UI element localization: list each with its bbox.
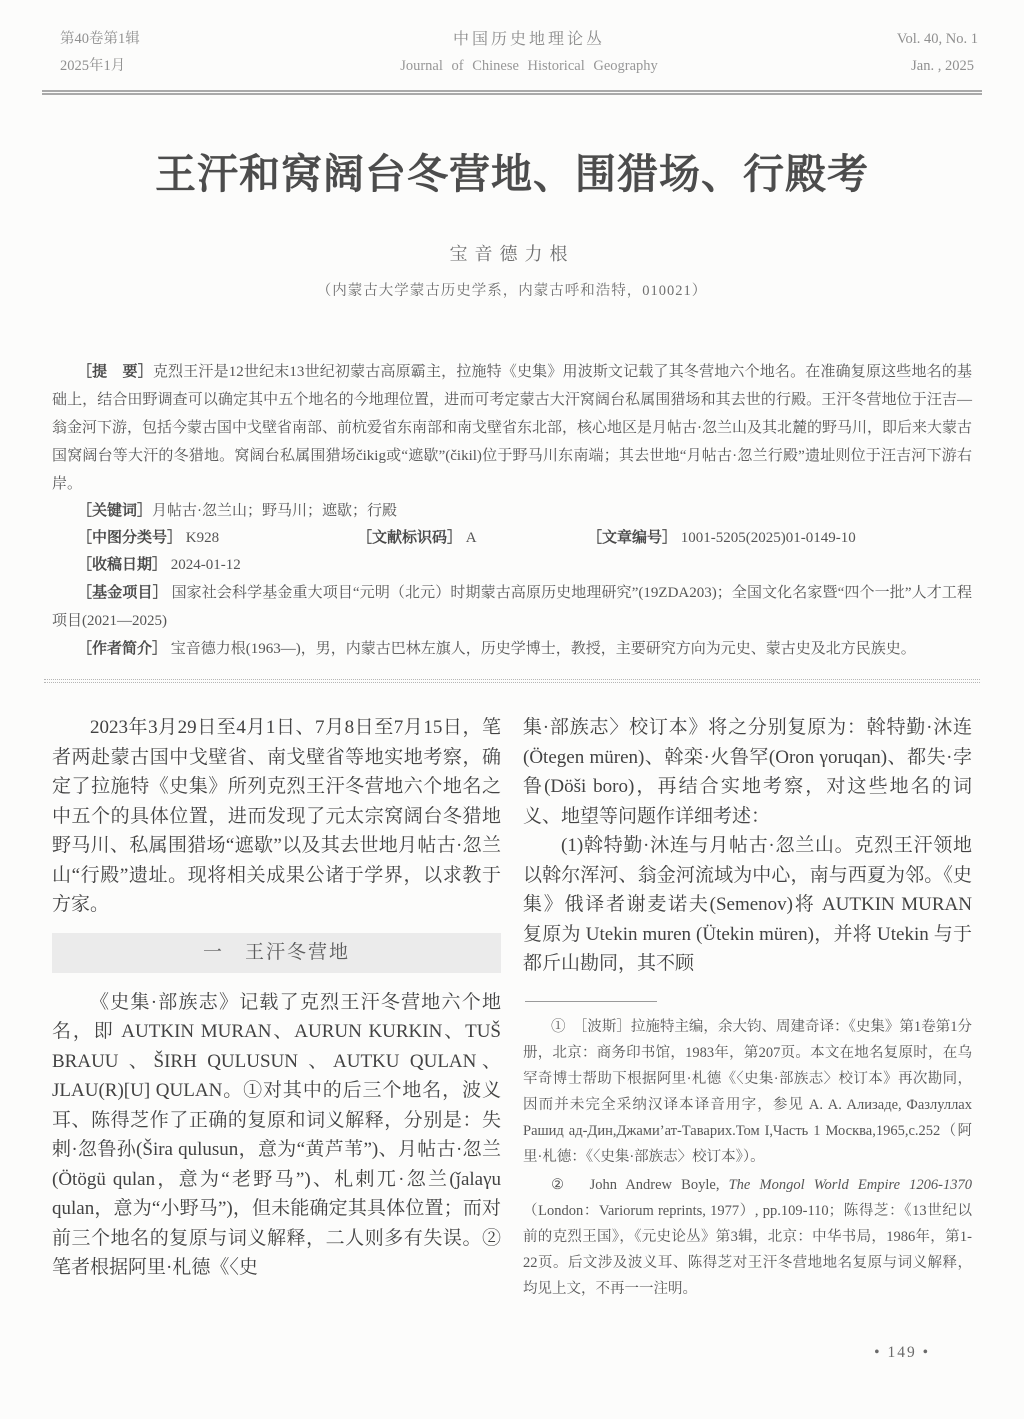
footnote-1: ① ［波斯］拉施特主编，余大钧、周建奇译：《史集》第1卷第1分册，北京：商务印书馆，1983年，第207页。本文在地名复原时，在乌罕奇博士帮助下根据阿里·札德《〈史集·部族志〉校订本》再次勘同，因而并未完全采纳汉译本译音用字，参见 А. А. Ализаде, Фазлуллах Рашид ад-Дин,Джами’ат-Таварих.Том I,Часть 1 Москва,1965,с.252（阿里·札德：《〈史集·部族志〉校订本》）。 — [523, 1018, 972, 1165]
fund-text: 国家社会科学基金重大项目“元明（北元）时期蒙古高原历史地理研究”(19ZDA203)；全国文化名家暨“四个一批”人才工程项目(2021—2025) — [52, 585, 972, 629]
clc-segment — [77, 525, 357, 552]
abstract-text: 克烈王汗是12世纪末13世纪初蒙古高原霸主，拉施特《史集》用波斯文记载了其冬营地六个地名。在准确复原这些地名的基础上，结合田野调查可以确定其中五个地名的今地理位置，进而可考定蒙古大汗窝阔台私属围猎场和其去世的行殿。王汗冬营地位于汪吉—翁金河下游，包括今蒙古国中戈壁省南部、前杭爱省东南部和南戈壁省东北部，核心地区是月帖古·忽兰山及其北麓的野马川，即后来大蒙古国窝阔台等大汗的冬猎地。窝阔台私属围猎场čikig或“遮歇”(čikil)位于野马川东南端；其去世地“月帖古·忽兰行殿”遗址则位于汪吉河下游右岸。 — [52, 364, 973, 492]
date-en: Jan. , 2025 — [911, 58, 974, 74]
masthead-title-block — [230, 26, 828, 80]
article-affiliation: （内蒙古大学蒙古历史学系，内蒙古呼和浩特，010021） — [316, 283, 708, 299]
continuation-paragraph: 集·部族志〉校订本》将之分别复原为：斡特勤·沐连(Ötegen müren)、斡栾·火鲁罕(Oron γoruqan)、都失·孛鲁(Döši boro)，再结合实地考察，对这些地名的词义、地望等问题作详细考述： — [523, 717, 972, 827]
article-id-segment — [587, 525, 856, 552]
abstract-paragraph — [52, 358, 972, 498]
date-cn: 2025年1月 — [60, 58, 126, 74]
journal-title-cn: 中国历史地理论丛 — [452, 31, 605, 48]
page-number: • 149 • — [874, 1344, 930, 1361]
fund-label: ［基金项目］ — [77, 585, 168, 601]
left-column — [52, 713, 501, 1302]
doc-code-segment — [357, 525, 587, 552]
footnote-rule — [525, 1001, 657, 1002]
section-1-paragraph: 《史集·部族志》记载了克烈王汗冬营地六个地名，即 AUTKIN MURAN、AURUN KURKIN、TUŠ BRAUU 、ŠIRH QULUSUN 、AUTKU QULAN、JLAU(R)[U] QULAN。①对其中的后三个地名，波义耳、陈得芝作了正确的复原和词义解释，分别是：失剌·忽鲁孙(Šira qulusun，意为“黄芦苇”)、月帖古·忽兰(Ötögü qulan，意为“老野马”)、札剌兀·忽兰(ǰalaγu qulan，意为“小野马”)，但未能确定其具体位置；而对前三个地名的复原与词义解释，二人则多有失误。②笔者根据阿里·札德《〈史 — [52, 991, 501, 1278]
footnote-2 — [523, 1172, 972, 1302]
author-bio-line — [52, 635, 972, 663]
volume-issue-cn: 第40卷第1辑 — [60, 31, 140, 47]
bio-label: ［作者简介］ — [77, 641, 168, 657]
received-value: 2024-01-12 — [170, 557, 241, 573]
keywords-label: ［关键词］ — [77, 503, 153, 519]
body-columns — [0, 683, 1024, 1302]
intro-paragraph: 2023年3月29日至4月1日、7月8日至7月15日，笔者两赴蒙古国中戈壁省、南戈壁省等地实地考察，确定了拉施特《史集》所列克烈王汗冬营地六个地名之中五个的具体位置，进而发现了元太宗窝阔台冬猎地野马川、私属围猎场“遮歇”以及其去世地月帖古·忽兰山“行殿”遗址。现将相关成果公诸于学界，以求教于方家。 — [52, 717, 501, 915]
article-id-label: ［文章编号］ — [587, 530, 678, 546]
right-column — [523, 713, 972, 1302]
classification-line — [52, 525, 972, 552]
clc-value: K928 — [185, 530, 220, 546]
header-double-rule — [42, 90, 982, 95]
doc-code-label: ［文献标识码］ — [357, 530, 463, 546]
keywords-text: 月帖古·忽兰山；野马川；遮歇；行殿 — [152, 503, 398, 519]
article-title: 王汗和窝阔台冬营地、围猎场、行殿考 — [155, 151, 869, 197]
section-1-heading: 一 王汗冬营地 — [52, 933, 501, 973]
article-author: 宝音德力根 — [449, 244, 575, 264]
bio-text: 宝音德力根(1963—)，男，内蒙古巴林左旗人，历史学博士，教授，主要研究方向为元史、蒙古史及北方民族史。 — [170, 641, 916, 657]
footnote-2-rest: （London：Variorum reprints, 1977）, pp.109-110；陈得芝：《13世纪以前的克烈王国》，《元史论丛》第3辑，北京：中华书局，1986年，第1-22页。后文涉及波义耳、陈得芝对王汗冬营地地名复原与词义解释，均见上文，不再一一注明。 — [523, 1202, 972, 1297]
fund-project-line — [52, 579, 972, 635]
footnote-2-prefix: ② John Andrew Boyle, — [551, 1176, 729, 1193]
front-matter — [52, 358, 972, 663]
clc-label: ［中图分类号］ — [77, 530, 183, 546]
masthead-volume-block — [60, 26, 230, 80]
article-id-value: 1001-5205(2025)01-0149-10 — [680, 530, 856, 546]
journal-masthead — [0, 0, 1024, 80]
masthead-volume-en-block — [828, 26, 978, 80]
footnote-2-book-title: The Mongol World Empire 1206-1370 — [728, 1176, 972, 1193]
doc-code-value: A — [465, 530, 477, 546]
volume-issue-en: Vol. 40, No. 1 — [896, 31, 978, 47]
point-1-paragraph: (1)斡特勤·沐连与月帖古·忽兰山。克烈王汗领地以斡尔浑河、翁金河流域为中心，南与西夏为邻。《史集》俄译者谢麦诺夫(Semenov)将 AUTKIN MURAN 复原为 Utekin muren (Ütekin müren)，并将 Utekin 与于都斤山勘同，其不顾 — [523, 835, 972, 974]
journal-title-en: Journal of Chinese Historical Geography — [400, 58, 658, 74]
abstract-label: ［提 要］ — [77, 364, 153, 380]
received-date-line — [52, 552, 972, 579]
received-label: ［收稿日期］ — [77, 557, 168, 573]
keywords-line — [52, 498, 972, 525]
